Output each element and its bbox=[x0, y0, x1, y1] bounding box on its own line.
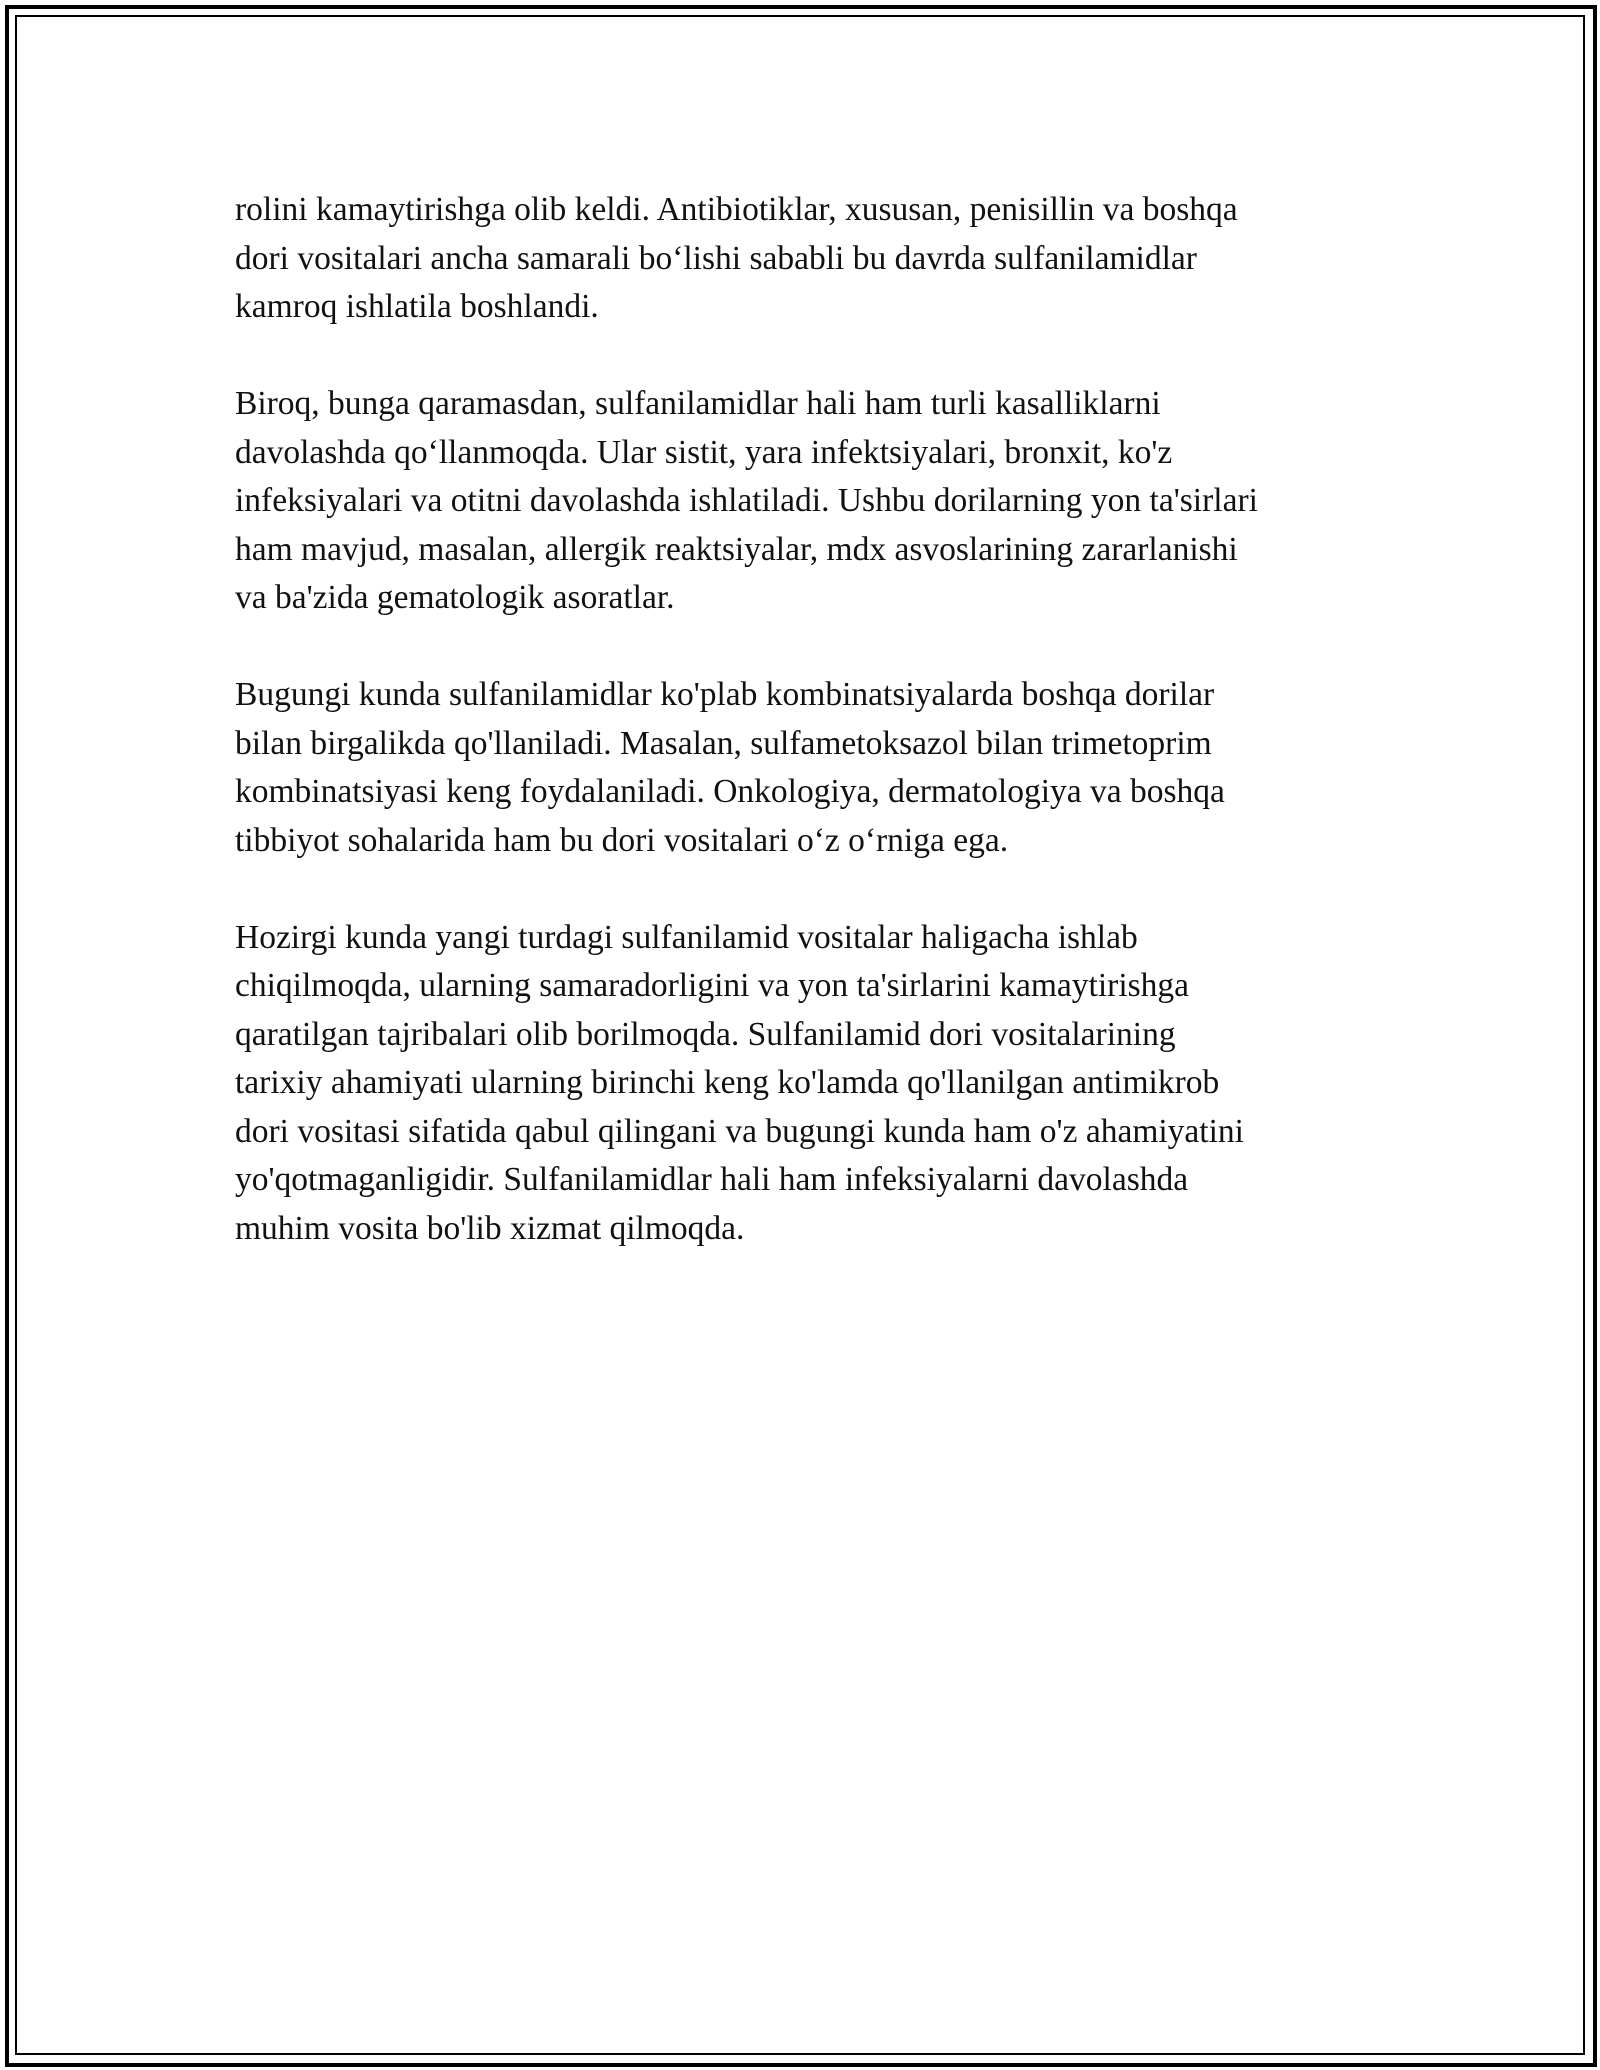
paragraph-3: Bugungi kunda sulfanilamidlar ko'plab kombinatsiyalarda boshqa dorilar bilan birgalikda qo'llaniladi. Masalan, sulfametoksazol bilan trimetoprim kombinatsiyasi keng foydalaniladi. Onkologiya, dermatologiya va boshqa tibbiyot sohalarida ham bu dori vositalari o‘z o‘rniga ega. bbox=[235, 676, 1225, 859]
document-body bbox=[235, 186, 1375, 1302]
paragraph-4: Hozirgi kunda yangi turdagi sulfanilamid vositalar haligacha ishlab chiqilmoqda, ularning samaradorligini va yon ta'sirlarini kamaytirishga qaratilgan tajribalari olib borilmoqda. Sulfanilamid dori vositalarining tarixiy ahamiyati ularning birinchi keng ko'lamda qo'llanilgan antimikrob dori vositasi sifatida qabul qilingani va bugungi kunda ham o'z ahamiyatini yo'qotmaganligidir. Sulfanilamidlar hali ham infeksiyalarni davolashda muhim vosita bo'lib xizmat qilmoqda. bbox=[235, 918, 1244, 1247]
paragraph-2: Biroq, bunga qaramasdan, sulfanilamidlar hali ham turli kasalliklarni davolashda qo‘llanmoqda. Ular sistit, yara infektsiyalari, bronxit, ko'z infeksiyalari va otitni davolashda ishlatiladi. Ushbu dorilarning yon ta'sirlari ham mavjud, masalan, allergik reaktsiyalar, mdx asvoslarining zararlanishi va ba'zida gematologik asoratlar. bbox=[235, 385, 1258, 616]
paragraph-1: rolini kamaytirishga olib keldi. Antibiotiklar, xususan, penisillin va boshqa dori vositalari ancha samarali bo‘lishi sababli bu davrda sulfanilamidlar kamroq ishlatila boshlandi. bbox=[235, 191, 1238, 325]
